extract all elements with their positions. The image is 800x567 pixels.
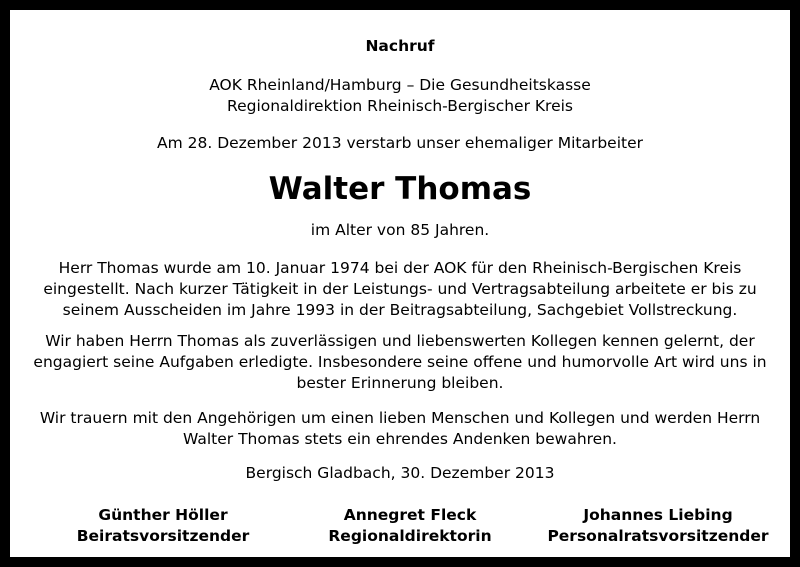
signatory-2 (290, 505, 530, 547)
paragraph-line: Wir trauern mit den Angehörigen um einen lieben Menschen und Kollegen und werden Herrn (39, 409, 761, 427)
deceased-name: Walter Thomas (268, 171, 532, 207)
paragraph-line: eingestellt. Nach kurzer Tätigkeit in der Leistungs- und Vertragsabteilung arbeitete er bis zu (43, 280, 757, 298)
signatory-title: Beiratsvorsitzender (76, 527, 250, 545)
notice-heading: Nachruf (365, 37, 435, 55)
paragraph-line: Wir haben Herrn Thomas als zuverlässigen und liebenswerten Kollegen kennen gelernt, der (45, 332, 755, 350)
paragraph-line: engagiert seine Aufgaben erledigte. Insbesondere seine offene und humorvolle Art wird uns in (33, 353, 767, 371)
announcement-text: Am 28. Dezember 2013 verstarb unser ehemaliger Mitarbeiter (156, 134, 643, 152)
paragraph-line: bester Erinnerung bleiben. (296, 374, 504, 392)
signatory-title: Regionaldirektorin (328, 527, 492, 545)
signatory-title: Personalratsvorsitzender (547, 527, 769, 545)
paragraph-line: Walter Thomas stets ein ehrendes Andenken bewahren. (183, 430, 617, 448)
age-line: im Alter von 85 Jahren. (310, 221, 490, 239)
organization-line-1: AOK Rheinland/Hamburg – Die Gesundheitskasse (209, 76, 591, 94)
paragraph-line: seinem Ausscheiden im Jahre 1993 in der Beitragsabteilung, Sachgebiet Vollstreckung. (62, 301, 738, 319)
signatory-name: Annegret Fleck (343, 506, 477, 524)
signatory-3 (538, 505, 778, 547)
place-date: Bergisch Gladbach, 30. Dezember 2013 (245, 464, 555, 482)
paragraph-line: Herr Thomas wurde am 10. Januar 1974 bei der AOK für den Rheinisch-Bergischen Kreis (58, 259, 742, 277)
organization-line-2: Regionaldirektion Rheinisch-Bergischer Kreis (227, 97, 573, 115)
signatory-name: Günther Höller (98, 506, 228, 524)
signatory-name: Johannes Liebing (583, 506, 733, 524)
signatory-1 (43, 505, 283, 547)
